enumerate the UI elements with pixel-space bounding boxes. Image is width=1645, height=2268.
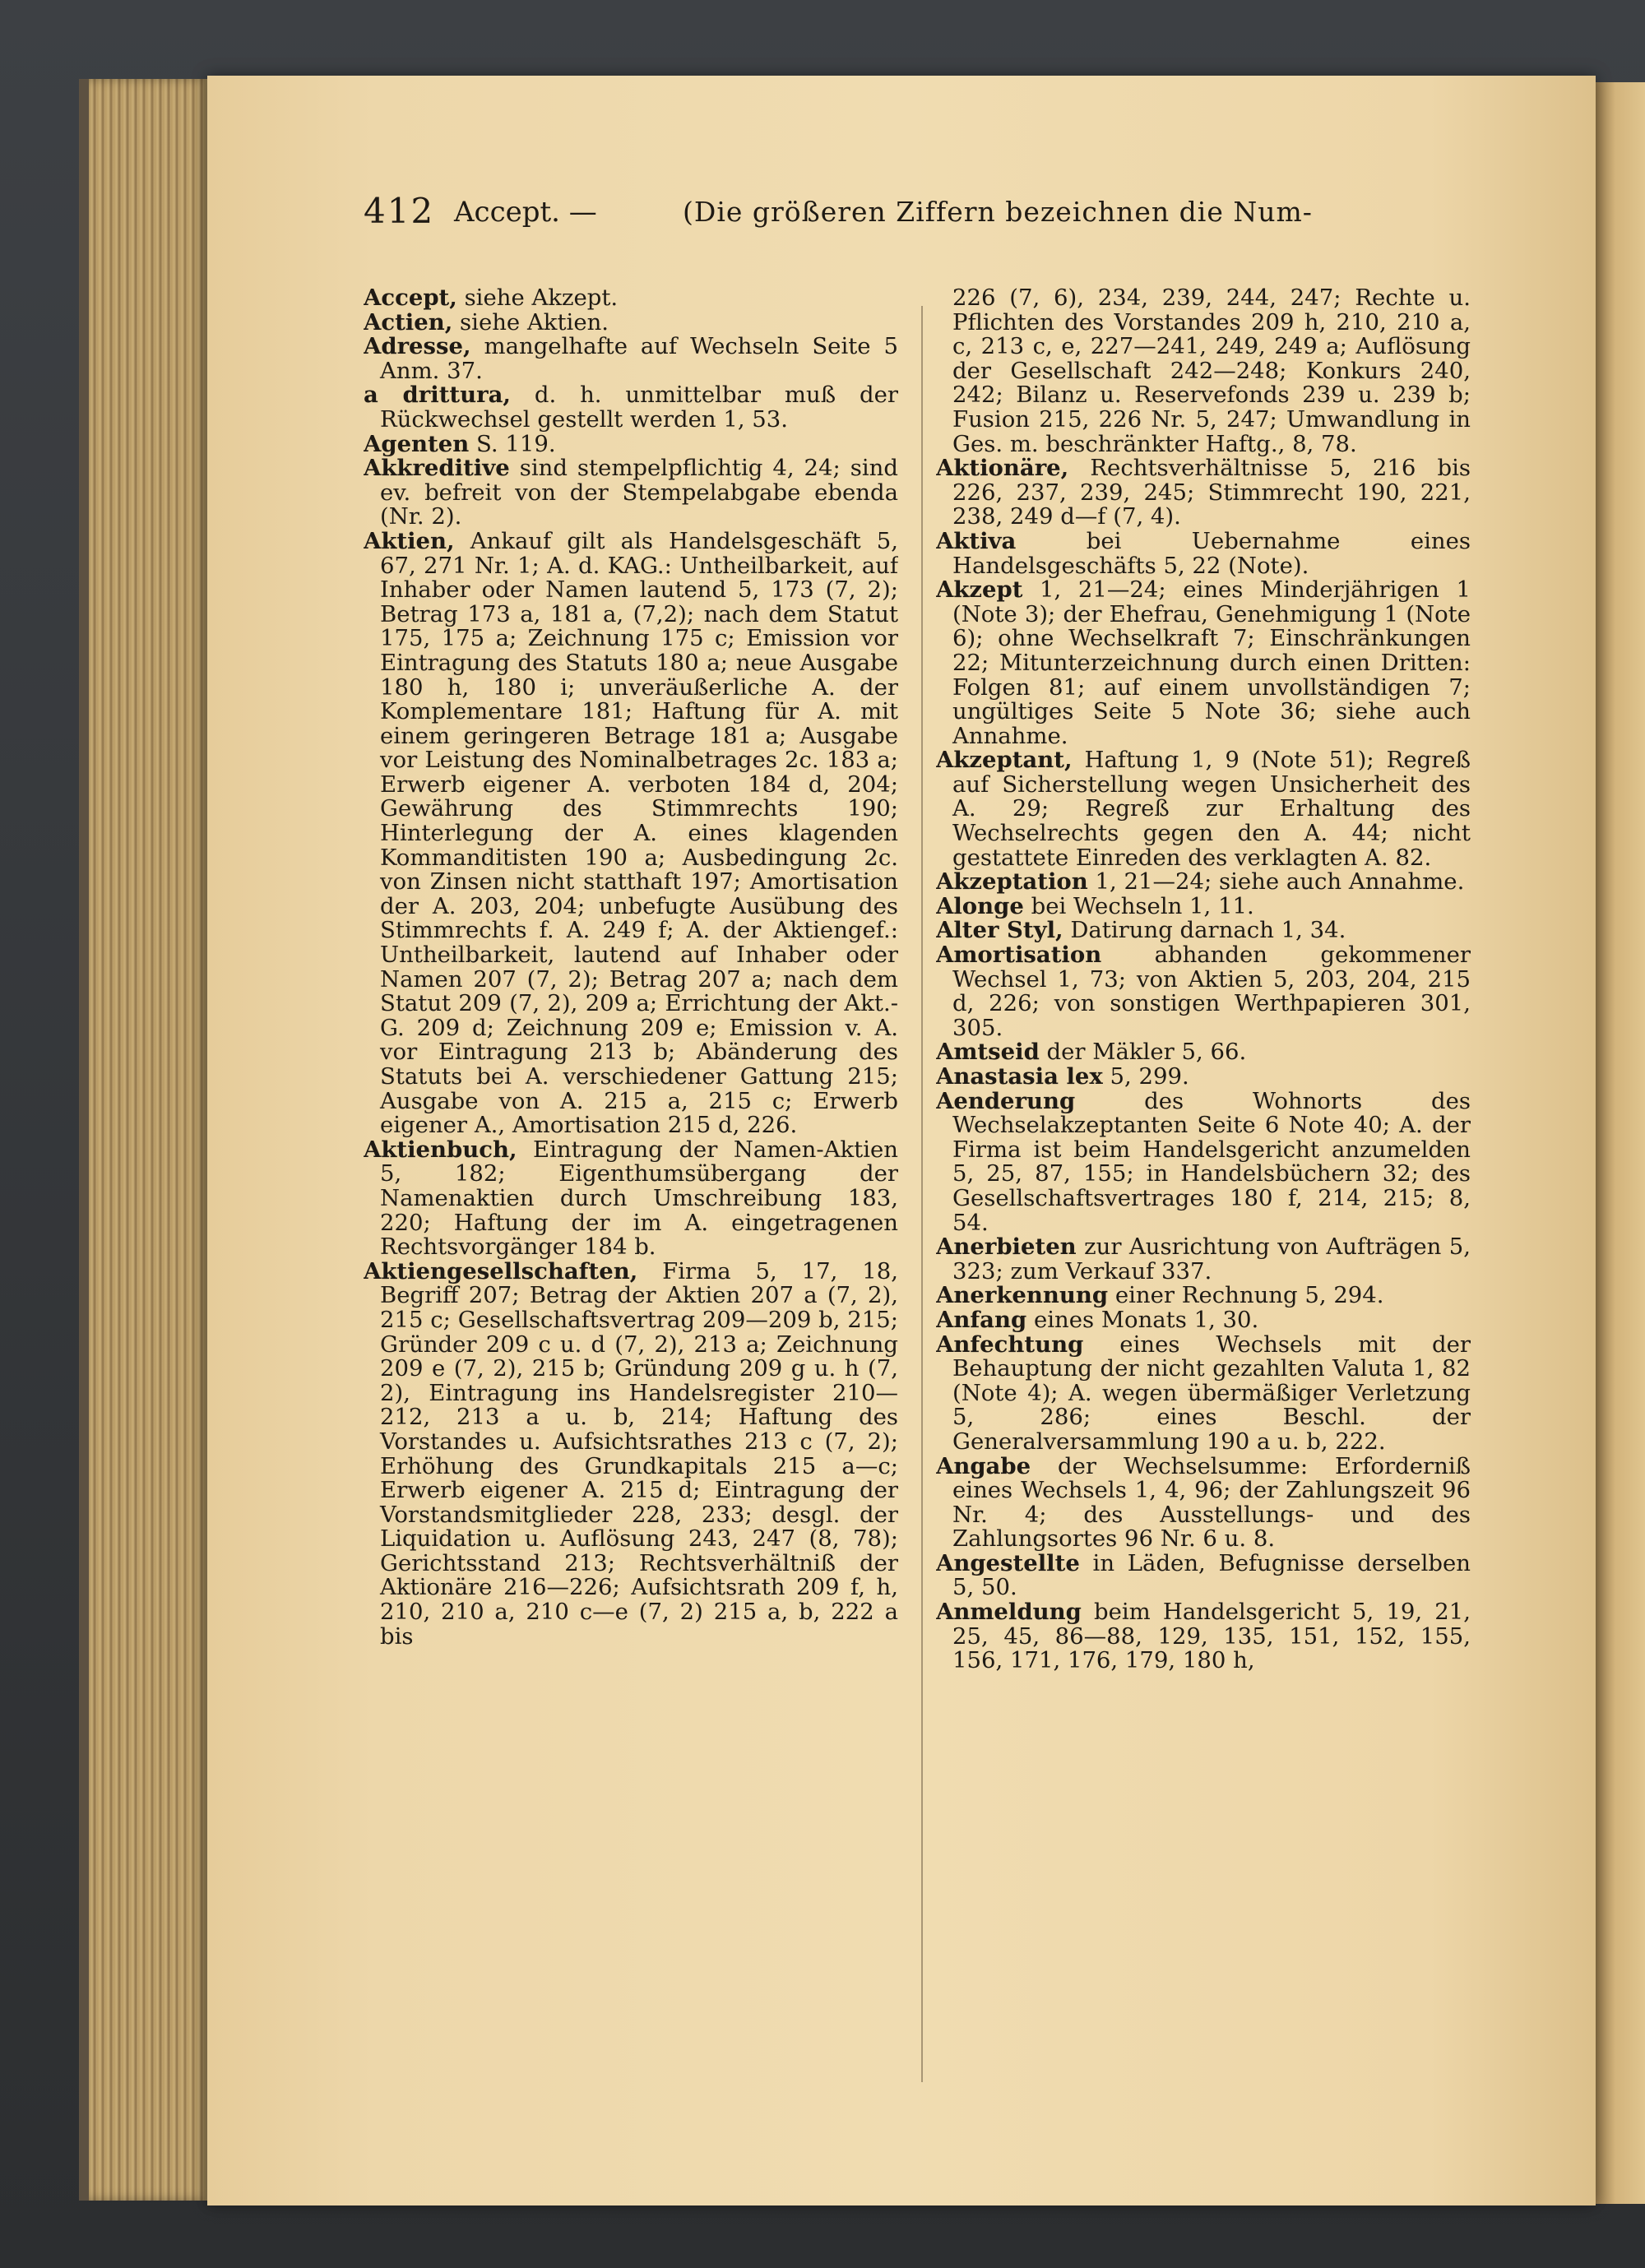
index-entry-text: einer Rechnung 5, 294. (1108, 1282, 1384, 1309)
index-entry-headword: Agenten (364, 430, 470, 457)
index-entry-headword: Accept, (364, 286, 457, 311)
book-page (207, 76, 1596, 2206)
index-entry (364, 383, 898, 432)
index-entry (364, 286, 898, 311)
index-entry-headword: Alonge (936, 892, 1024, 919)
index-entry (936, 1235, 1471, 1284)
index-entry-text: zur Ausrichtung von Aufträgen 5, 323; zum Verkauf 337. (952, 1234, 1471, 1284)
index-entry-text: Rechtsverhältnisse 5, 216 bis 226, 237, 239, 245; Stimmrecht 190, 221, 238, 249 d—f (7, 4). (952, 455, 1471, 530)
index-entry-headword: Aktienbuch, (364, 1136, 517, 1163)
running-head-note: (Die größeren Ziffern bezeichnen die Num- (683, 196, 1313, 228)
index-entry (936, 1333, 1471, 1455)
index-entry (364, 335, 898, 383)
index-entry-headword: Anastasia lex (936, 1063, 1103, 1090)
index-entry (364, 456, 898, 530)
index-entry (936, 527, 1471, 579)
index-entry-text: Firma 5, 17, 18, Begriff 207; Betrag der Aktien 207 a (7, 2), 215 c; Gesellschaftsvertrag 209—209 b, 215; Gründer 209 c u. d (7, 2), 213 a; Zeichnung 209 e (7, 2), 215 b; Gründung 209 g u. h (7, 2), Eintragung ins Handelsregister 210—212, 213 a u. b, 214; Haftung des Vorstandes u. Aufsichtsrathes 213 c (7, 2); Erhöhung des Grundkapitals 215 a—c; Erwerb eigener A. 215 d; Eintragung der Vorstandsmitglieder 228, 233; desgl. der Liquidation u. Auflösung 243, 247 (8, 78); Gerichtsstand 213; Rechtsverhältniß der Aktionäre 216—226; Aufsichtsrath 209 f, h, 210, 210 a, 210 c—e (7, 2) 215 a, b, 222 a bis (380, 1257, 898, 1650)
index-entry-headword: Anmeldung (936, 1599, 1082, 1626)
index-entry-text: eines Wechsels mit der Behauptung der nicht gezahlten Valuta 1, 82 (Note 4); A. wegen übermäßiger Verletzung 5, 286; eines Beschl. der Generalversammlung 190 a u. b, 222. (952, 1331, 1471, 1455)
index-entry-text: sind stempelpflichtig 4, 24; sind ev. befreit von der Stempelabgabe ebenda (Nr. 2). (380, 455, 898, 530)
index-entry (936, 1040, 1471, 1065)
index-entry (936, 748, 1471, 870)
index-entry-text: der Wechselsumme: Erforderniß eines Wechsels 1, 4, 96; der Zahlungszeit 96 Nr. 4; des Ausstellungs- und des Zahlungsortes 96 Nr. 6 u. 8. (952, 1452, 1471, 1553)
index-entry-text: 226 (7, 6), 234, 239, 244, 247; Rechte u. Pflichten des Vorstandes 209 h, 210, 210 a, c, 213 c, e, 227—241, 249, 249 a; Auflösung der Gesellschaft 242—248; Konkurs 240, 242; Bilanz u. Reservefonds 239 u. 239 b; Fusion 215, 226 Nr. 5, 247; Umwandlung in Ges. m. beschränkter Haftg., 8, 78. (952, 286, 1471, 457)
index-entry (936, 892, 1471, 919)
index-entry-headword: Aktiengesellschaften, (364, 1257, 638, 1284)
index-entry (936, 1308, 1471, 1333)
index-entry-headword: Aktiva (936, 527, 1017, 554)
index-entry-headword: Anerbieten (936, 1234, 1077, 1261)
index-entry-text: siehe Aktien. (452, 308, 609, 336)
index-entry-headword: Anfang (936, 1306, 1027, 1333)
index-entry-text: der Mäkler 5, 66. (1039, 1039, 1247, 1066)
index-entry (936, 1452, 1471, 1553)
index-entry-headword: Alter Styl, (936, 917, 1063, 944)
index-entry-text: 1, 21—24; eines Minderjährigen 1 (Note 3); der Ehefrau, Genehmigung 1 (Note 6); ohne Wechselkraft 7; Einschränkungen 22; Mitunterzeichnung durch einen Dritten: Folgen 81; auf einem unvollständigen 7; ungültiges Seite 5 Note 36; siehe auch Annahme. (952, 576, 1471, 749)
index-entry-headword: Angestellte (936, 1549, 1080, 1576)
index-entry (936, 1284, 1471, 1308)
index-entry-text: eines Monats 1, 30. (1026, 1306, 1259, 1333)
index-entry-headword: Anerkennung (936, 1282, 1109, 1309)
index-entry-headword: Akzeptant, (936, 747, 1073, 774)
index-entry (936, 456, 1471, 530)
index-entry (936, 1065, 1471, 1090)
index-entry-text: abhanden gekommener Wechsel 1, 73; von Aktien 5, 203, 204, 215 d, 226; von sonstigen Werthpapieren 301, 305. (952, 942, 1471, 1041)
index-entry-headword: Akkreditive (364, 455, 510, 482)
index-entry (936, 1600, 1471, 1673)
index-entry-text: des Wohnorts des Wechselakzeptanten Seite 6 Note 40; A. der Firma ist beim Handelsgericht anzumelden 5, 25, 87, 155; in Handelsbüchern 32; des Gesellschaftsvertrages 180 f, 214, 215; 8, 54. (952, 1087, 1471, 1236)
index-entry-headword: Adresse, (364, 333, 471, 360)
index-entry-headword: Aenderung (936, 1087, 1076, 1114)
index-entry (364, 527, 898, 1139)
page-header (364, 191, 1573, 240)
index-entry (364, 430, 898, 457)
index-entry-text: 5, 299. (1102, 1063, 1189, 1090)
index-entry (936, 870, 1471, 895)
index-column-right (936, 286, 1471, 2120)
index-entry-headword: Akzept (936, 576, 1023, 604)
facing-page-edge (1596, 82, 1645, 2204)
index-entry (364, 1257, 898, 1650)
index-entry-headword: Aktien, (364, 527, 455, 554)
index-entry-text: Eintragung der Namen-Aktien 5, 182; Eigenthumsübergang der Namenaktien durch Umschreibung 183, 220; Haftung der im A. eingetragenen Rechtsvorgänger 184 b. (380, 1136, 898, 1261)
column-divider (921, 306, 923, 2082)
index-entry (936, 578, 1471, 748)
index-entry-text: Ankauf gilt als Handelsgeschäft 5, 67, 271 Nr. 1; A. d. KAG.: Untheilbarkeit, auf Inhaber oder Namen lautend 5, 173 (7, 2); Betrag 173 a, 181 a, (7,2); nach dem Statut 175, 175 a; Zeichnung 175 c; Emission vor Eintragung des Statuts 180 a; neue Ausgabe 180 h, 180 i; unveräußerliche A. der Komplementare 181; Haftung für A. mit einem geringeren Betrage 181 a; Ausgabe vor Leistung des Nominalbetrages 2c. 183 a; Erwerb eigener A. verboten 184 d, 204; Gewährung des Stimmrechts 190; Hinterlegung der A. eines klagenden Kommanditisten 190 a; Ausbedingung 2c. von Zinsen nicht statthaft 197; Amortisation der A. 203, 204; unbefugte Ausübung des Stimmrechts f. A. 249 f; A. der Aktiengef.: Untheilbarkeit, lautend auf Inhaber oder Namen 207 (7, 2); Betrag 207 a; nach dem Statut 209 (7, 2), 209 a; Errichtung der Akt.-G. 209 d; Zeichnung 209 e; Emission v. A. vor Eintragung 213 b; Abänderung des Statuts bei A. verschiedener Gattung 215; Ausgabe von A. 215 a, 215 c; Erwerb eigener A., Amortisation 215 d, 226. (380, 527, 898, 1139)
index-entry-text: beim Handelsgericht 5, 19, 21, 25, 45, 86—88, 129, 135, 151, 152, 155, 156, 171, 176, 179, 180 h, (952, 1599, 1471, 1674)
index-entry-headword: Amtseid (936, 1039, 1040, 1066)
index-entry-headword: Angabe (936, 1452, 1031, 1479)
index-entry-headword: Anfechtung (936, 1331, 1084, 1358)
index-entry (936, 1549, 1471, 1601)
index-entry-text: mangelhafte auf Wechseln Seite 5 Anm. 37. (380, 333, 898, 384)
page-number: 412 (364, 191, 435, 231)
index-entry (936, 943, 1471, 1040)
index-entry-text: 1, 21—24; siehe auch Annahme. (1087, 868, 1465, 896)
index-entry-headword: a drittura, (364, 382, 511, 409)
index-entry-headword: Amortisation (936, 942, 1102, 969)
index-entry-text: bei Uebernahme eines Handelsgeschäfts 5, 22 (Note). (952, 527, 1471, 579)
index-entry-text: Datirung darnach 1, 34. (1063, 917, 1346, 944)
index-entry-text: d. h. unmittelbar muß der Rückwechsel gestellt werden 1, 53. (380, 382, 898, 433)
index-entry-text: bei Wechseln 1, 11. (1023, 892, 1254, 919)
index-entry (364, 308, 898, 336)
index-entry (936, 1087, 1471, 1236)
index-entry (364, 1138, 898, 1260)
index-entry-headword: Actien, (364, 308, 453, 336)
running-head-word: Accept. — (454, 196, 597, 229)
index-entry-text: Haftung 1, 9 (Note 51); Regreß auf Sicherstellung wegen Unsicherheit des A. 29; Regreß zur Erhaltung des Wechselrechts gegen den A. 44; nicht gestattete Einreden des verklagten A. 82. (952, 747, 1471, 871)
index-entry (936, 286, 1471, 456)
index-entry-text: S. 119. (469, 430, 556, 457)
index-entry (936, 919, 1471, 943)
index-entry-headword: Akzeptation (936, 868, 1088, 896)
book-page-edges (79, 79, 211, 2201)
index-column-left (364, 286, 898, 2120)
index-entry-headword: Aktionäre, (936, 455, 1069, 482)
index-entry-text: siehe Akzept. (456, 286, 619, 311)
index-entry-text: in Läden, Befugnisse derselben 5, 50. (952, 1549, 1471, 1601)
